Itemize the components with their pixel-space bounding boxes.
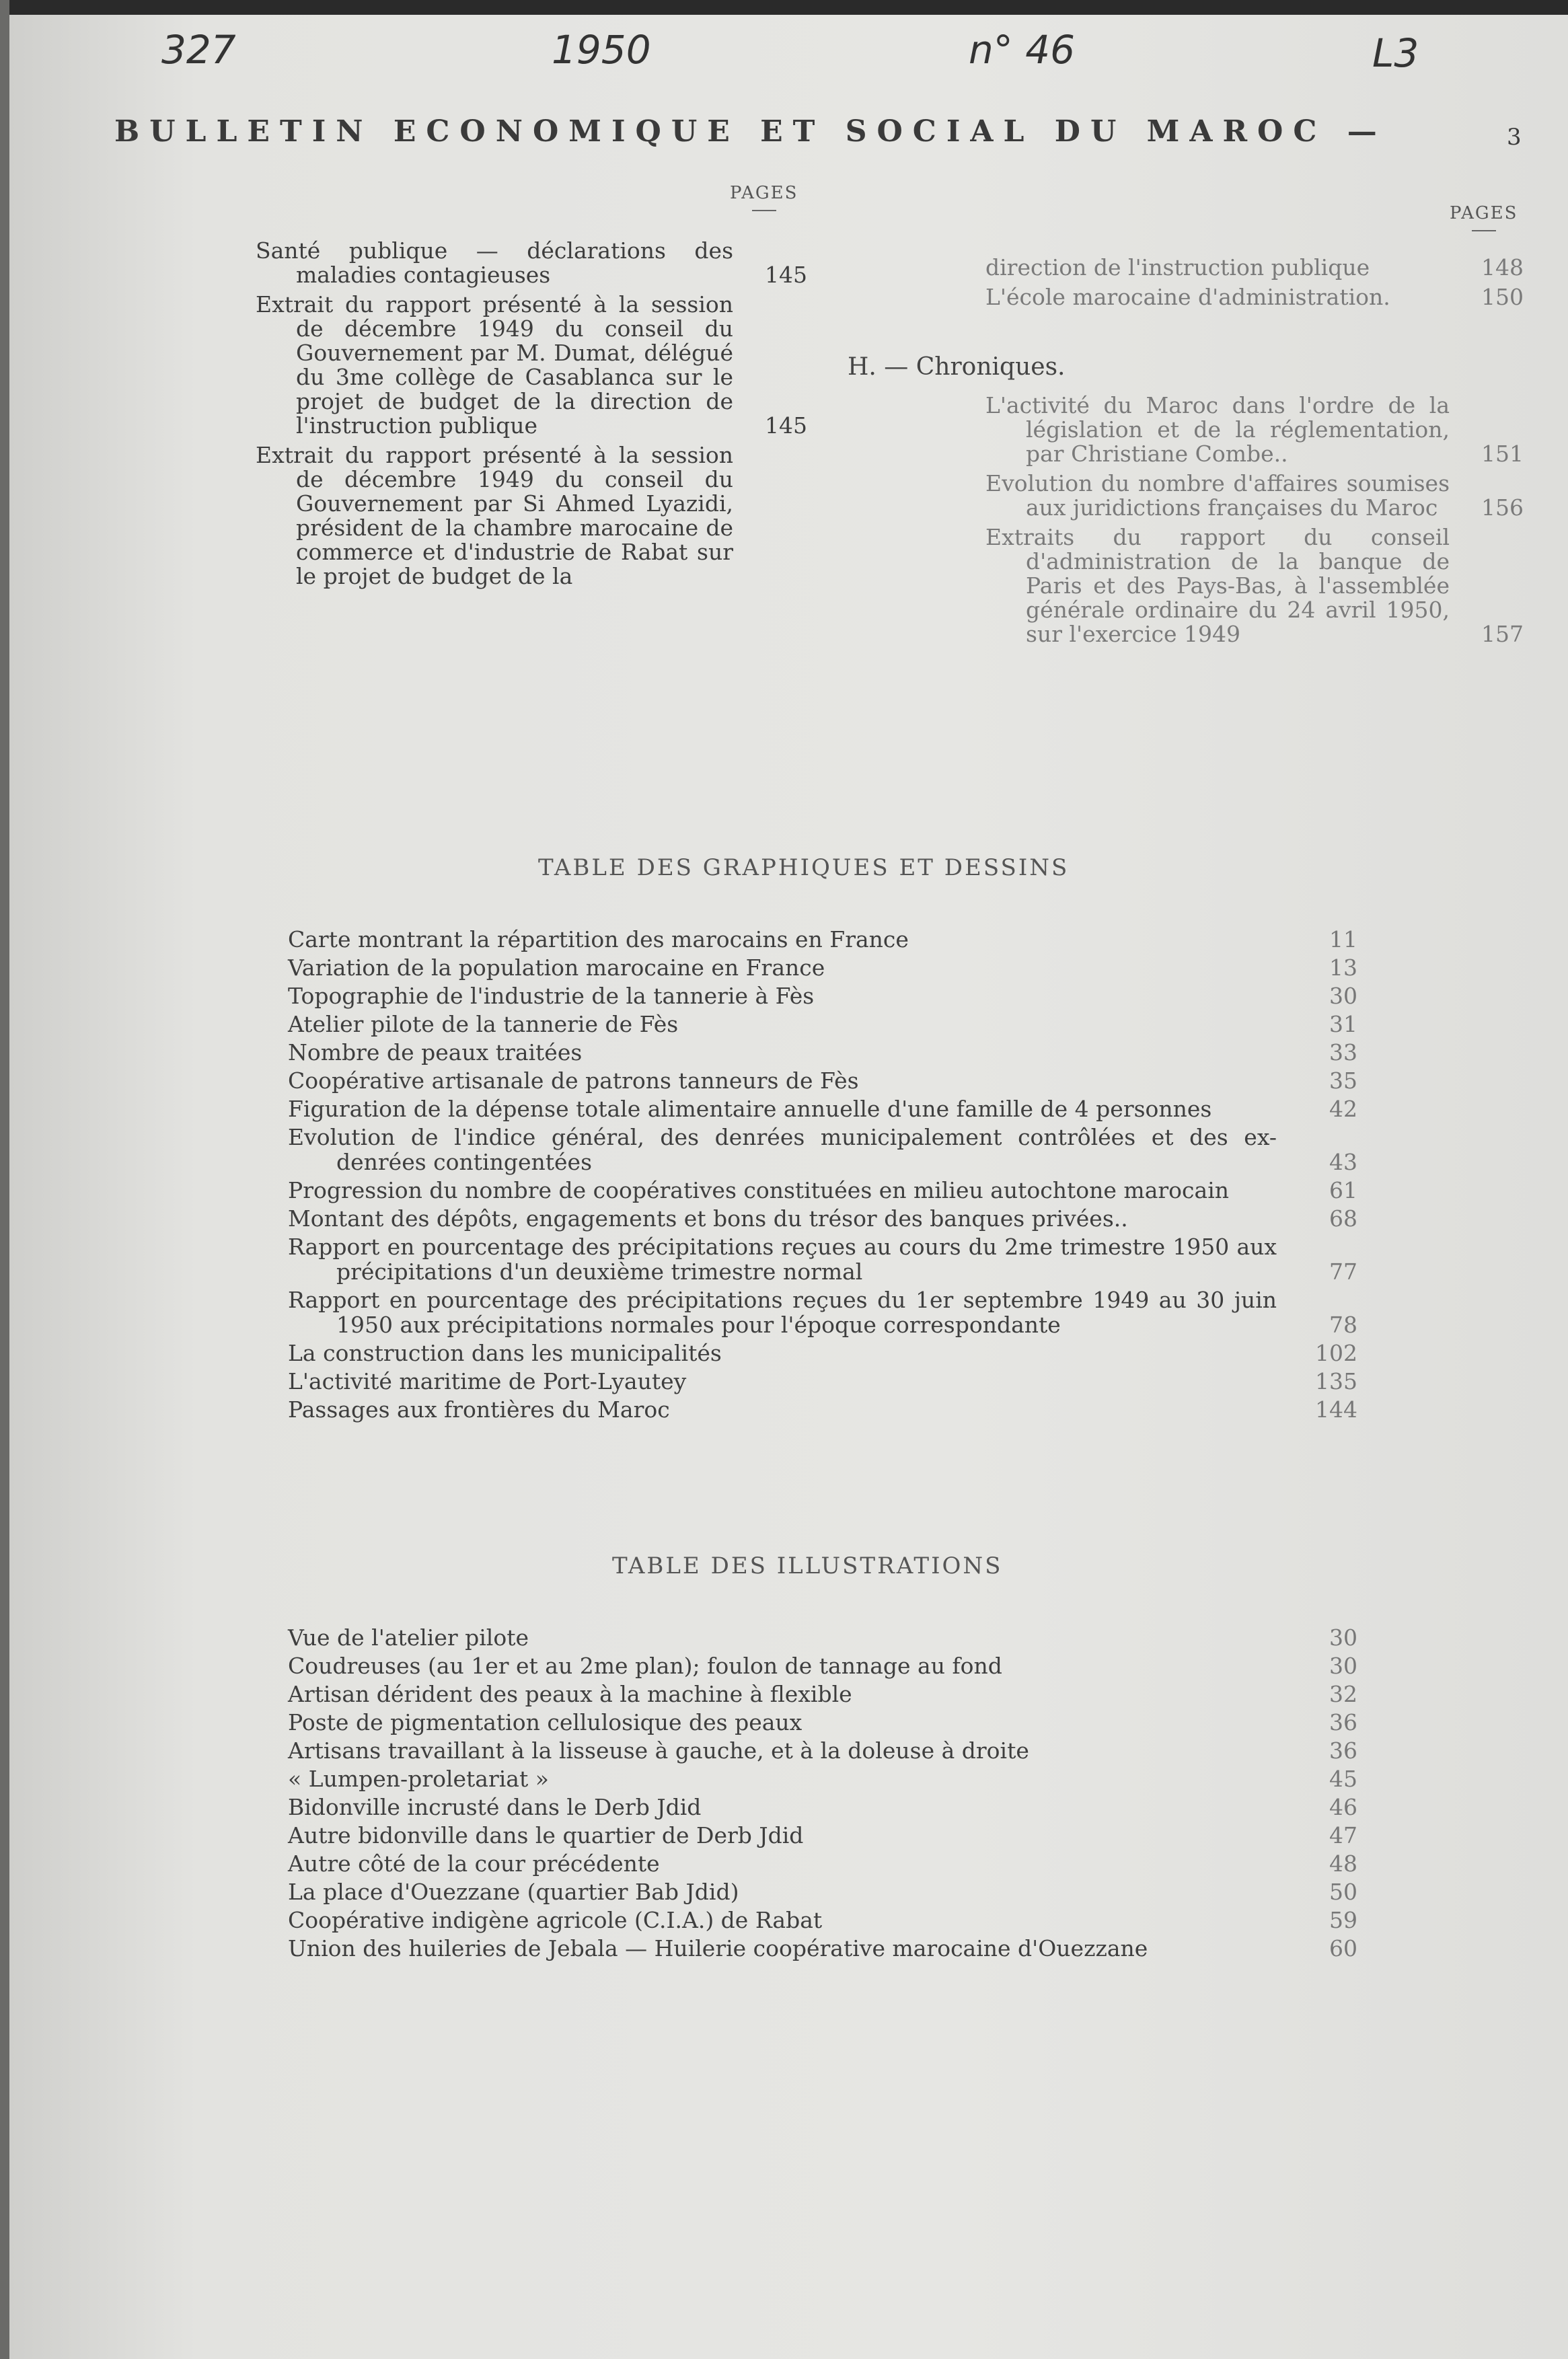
toc-entry-page: 30: [1329, 1624, 1357, 1651]
toc-entry: [288, 1206, 1357, 1231]
toc-entry: [288, 1879, 1357, 1904]
toc-entry: [288, 1012, 1357, 1037]
toc-entry-text: Autre bidonville dans le quartier de Derb Jdid: [288, 1822, 804, 1848]
pages-label-left: PAGES: [730, 183, 798, 211]
toc-entry: [985, 285, 1524, 309]
toc-entry-text: Autre côté de la cour précédente: [288, 1850, 660, 1877]
toc-entry-page: 151: [1481, 441, 1524, 467]
toc-entry-text: Evolution de l'indice général, des denrées municipalement contrôlées et des ex-denrées contingentées: [288, 1124, 1277, 1175]
toc-entry-text: Extraits du rapport du conseil d'administration de la banque de Paris et des Pays-Bas, à l'assemblée générale ordinaire du 24 avril 1950, sur l'exercice 1949: [985, 524, 1450, 647]
toc-entry-page: 135: [1315, 1368, 1357, 1394]
toc-entry-text: Atelier pilote de la tannerie de Fès: [288, 1011, 679, 1037]
toc-entry-page: 11: [1329, 926, 1357, 952]
graphiques-title: TABLE DES GRAPHIQUES ET DESSINS: [538, 854, 1070, 881]
toc-entry-page: 148: [1481, 254, 1524, 280]
toc-entry-page: 35: [1329, 1068, 1357, 1094]
toc-entry-page: 13: [1329, 954, 1357, 981]
toc-entry-page: 47: [1329, 1822, 1357, 1848]
toc-entry-text: direction de l'instruction publique: [985, 254, 1370, 280]
toc-entry-text: Bidonville incrusté dans le Derb Jdid: [288, 1794, 702, 1820]
handwritten-note-4: L3: [1372, 30, 1419, 76]
toc-entry: [288, 1234, 1357, 1284]
toc-entry-page: 31: [1329, 1011, 1357, 1037]
header-page-number: 3: [1507, 124, 1522, 151]
toc-entry-text: La place d'Ouezzane (quartier Bab Jdid): [288, 1879, 739, 1905]
toc-entry-page: 30: [1329, 1653, 1357, 1679]
toc-entry-text: L'activité maritime de Port-Lyautey: [288, 1368, 687, 1394]
chroniques-heading: H. — Chroniques.: [848, 353, 1066, 381]
scan-left-edge: [0, 0, 9, 2359]
toc-entry-page: 46: [1329, 1794, 1357, 1820]
toc-entry-page: 156: [1481, 494, 1524, 521]
toc-entry: [288, 1125, 1357, 1174]
toc-entry: [985, 472, 1524, 520]
toc-entry: [288, 1068, 1357, 1093]
toc-entry-text: « Lumpen-proletariat »: [288, 1766, 549, 1792]
toc-entry: [288, 1397, 1357, 1422]
toc-entry: [288, 955, 1357, 980]
toc-entry-text: Rapport en pourcentage des précipitations reçues au cours du 2me trimestre 1950 aux précipitations d'un deuxième trimestre normal: [288, 1234, 1277, 1285]
toc-entry-page: 30: [1329, 983, 1357, 1009]
handwritten-note-1: 327: [161, 27, 236, 73]
toc-entry-text: Vue de l'atelier pilote: [288, 1624, 529, 1651]
toc-entry-text: Extrait du rapport présenté à la session de décembre 1949 du conseil du Gouvernement par M. Dumat, délégué du 3me collège de Casablanca sur le projet de budget de la direction de l'instruction publique: [256, 291, 733, 439]
toc-entry-page: 32: [1329, 1681, 1357, 1707]
illustrations-title: TABLE DES ILLUSTRATIONS: [612, 1552, 1003, 1579]
toc-entry: [256, 293, 807, 438]
toc-entry-text: Progression du nombre de coopératives constituées en milieu autochtone marocain: [288, 1177, 1230, 1203]
toc-entry-text: Coopérative artisanale de patrons tanneurs de Fès: [288, 1068, 859, 1094]
toc-entry-page: 45: [1329, 1766, 1357, 1792]
toc-entry-text: Poste de pigmentation cellulosique des peaux: [288, 1709, 802, 1735]
toc-entry: [288, 1766, 1357, 1791]
toc-entry-page: 102: [1315, 1340, 1357, 1366]
toc-entry-text: Extrait du rapport présenté à la session de décembre 1949 du conseil du Gouvernement par Si Ahmed Lyazidi, président de la chambre marocaine de commerce et d'industrie de Rabat sur le projet de budget de la: [256, 442, 733, 589]
toc-entry: [288, 1040, 1357, 1065]
toc-entry-text: Coopérative indigène agricole (C.I.A.) de Rabat: [288, 1907, 823, 1933]
toc-entry-page: 150: [1481, 284, 1524, 310]
right-column: [985, 256, 1524, 315]
toc-entry-text: Passages aux frontières du Maroc: [288, 1396, 670, 1423]
toc-entry-text: La construction dans les municipalités: [288, 1340, 722, 1366]
left-column: [256, 239, 807, 594]
toc-entry-page: 50: [1329, 1879, 1357, 1905]
header-title: BULLETIN ECONOMIQUE ET SOCIAL DU MAROC —: [114, 114, 1387, 149]
toc-entry-text: L'école marocaine d'administration.: [985, 284, 1390, 310]
toc-entry: [288, 1682, 1357, 1707]
toc-entry-text: Montant des dépôts, engagements et bons du trésor des banques privées..: [288, 1205, 1128, 1232]
toc-entry-text: Variation de la population marocaine en France: [288, 954, 825, 981]
toc-entry: [288, 1738, 1357, 1763]
toc-entry-text: Coudreuses (au 1er et au 2me plan); foulon de tannage au fond: [288, 1653, 1002, 1679]
toc-entry-text: Union des huileries de Jebala — Huilerie coopérative marocaine d'Ouezzane: [288, 1935, 1148, 1961]
toc-entry-text: Evolution du nombre d'affaires soumises aux juridictions françaises du Maroc: [985, 470, 1450, 521]
illustrations-list: [288, 1625, 1357, 1964]
toc-entry: [288, 983, 1357, 1008]
toc-entry: [985, 525, 1524, 646]
toc-entry-text: Rapport en pourcentage des précipitations reçues du 1er septembre 1949 au 30 juin 1950 aux précipitations normales pour l'époque correspondante: [288, 1287, 1277, 1338]
toc-entry-page: 145: [765, 412, 807, 439]
toc-entry-page: 68: [1329, 1205, 1357, 1232]
chroniques-list: [985, 394, 1524, 652]
toc-entry: [288, 1178, 1357, 1203]
toc-entry: [288, 1851, 1357, 1876]
toc-entry: [288, 1710, 1357, 1735]
toc-entry-text: Figuration de la dépense totale alimentaire annuelle d'une famille de 4 personnes: [288, 1096, 1212, 1122]
scan-top-edge: [0, 0, 1568, 15]
pages-label-right: PAGES: [1450, 203, 1518, 231]
running-header: [114, 114, 1540, 149]
toc-entry: [256, 239, 807, 287]
toc-entry: [985, 394, 1524, 466]
handwritten-note-2: 1950: [552, 27, 651, 73]
toc-entry-page: 59: [1329, 1907, 1357, 1933]
toc-entry: [288, 1341, 1357, 1365]
toc-entry-text: Carte montrant la répartition des marocains en France: [288, 926, 909, 952]
toc-entry-page: 43: [1329, 1149, 1357, 1175]
toc-entry: [256, 443, 807, 589]
toc-entry: [985, 256, 1524, 280]
toc-entry-page: 36: [1329, 1709, 1357, 1735]
toc-entry-page: 145: [765, 262, 807, 288]
toc-entry-text: Topographie de l'industrie de la tannerie à Fès: [288, 983, 815, 1009]
toc-entry: [288, 1908, 1357, 1933]
toc-entry-text: Artisans travaillant à la lisseuse à gauche, et à la doleuse à droite: [288, 1737, 1029, 1764]
toc-entry-page: 77: [1329, 1259, 1357, 1285]
toc-entry-page: 157: [1481, 621, 1524, 647]
toc-entry-page: 42: [1329, 1096, 1357, 1122]
toc-entry-page: 48: [1329, 1850, 1357, 1877]
toc-entry-page: 61: [1329, 1177, 1357, 1203]
toc-entry-page: 36: [1329, 1737, 1357, 1764]
toc-entry: [288, 1369, 1357, 1394]
toc-entry: [288, 1653, 1357, 1678]
toc-entry-text: L'activité du Maroc dans l'ordre de la législation et de la réglementation, par Christiane Combe..: [985, 392, 1450, 467]
toc-entry: [288, 1795, 1357, 1820]
toc-entry-text: Nombre de peaux traitées: [288, 1039, 583, 1065]
handwritten-note-3: n° 46: [969, 27, 1075, 73]
toc-entry: [288, 1936, 1357, 1961]
toc-entry-page: 78: [1329, 1312, 1357, 1338]
toc-entry-text: Artisan dérident des peaux à la machine à flexible: [288, 1681, 852, 1707]
toc-entry-page: 60: [1329, 1935, 1357, 1961]
toc-entry: [288, 1287, 1357, 1337]
toc-entry: [288, 1625, 1357, 1650]
graphiques-list: [288, 927, 1357, 1425]
toc-entry-text: Santé publique — déclarations des maladies contagieuses: [256, 237, 733, 288]
toc-entry: [288, 1096, 1357, 1121]
toc-entry: [288, 1823, 1357, 1848]
toc-entry-page: 33: [1329, 1039, 1357, 1065]
toc-entry-page: 144: [1315, 1396, 1357, 1423]
toc-entry: [288, 927, 1357, 952]
